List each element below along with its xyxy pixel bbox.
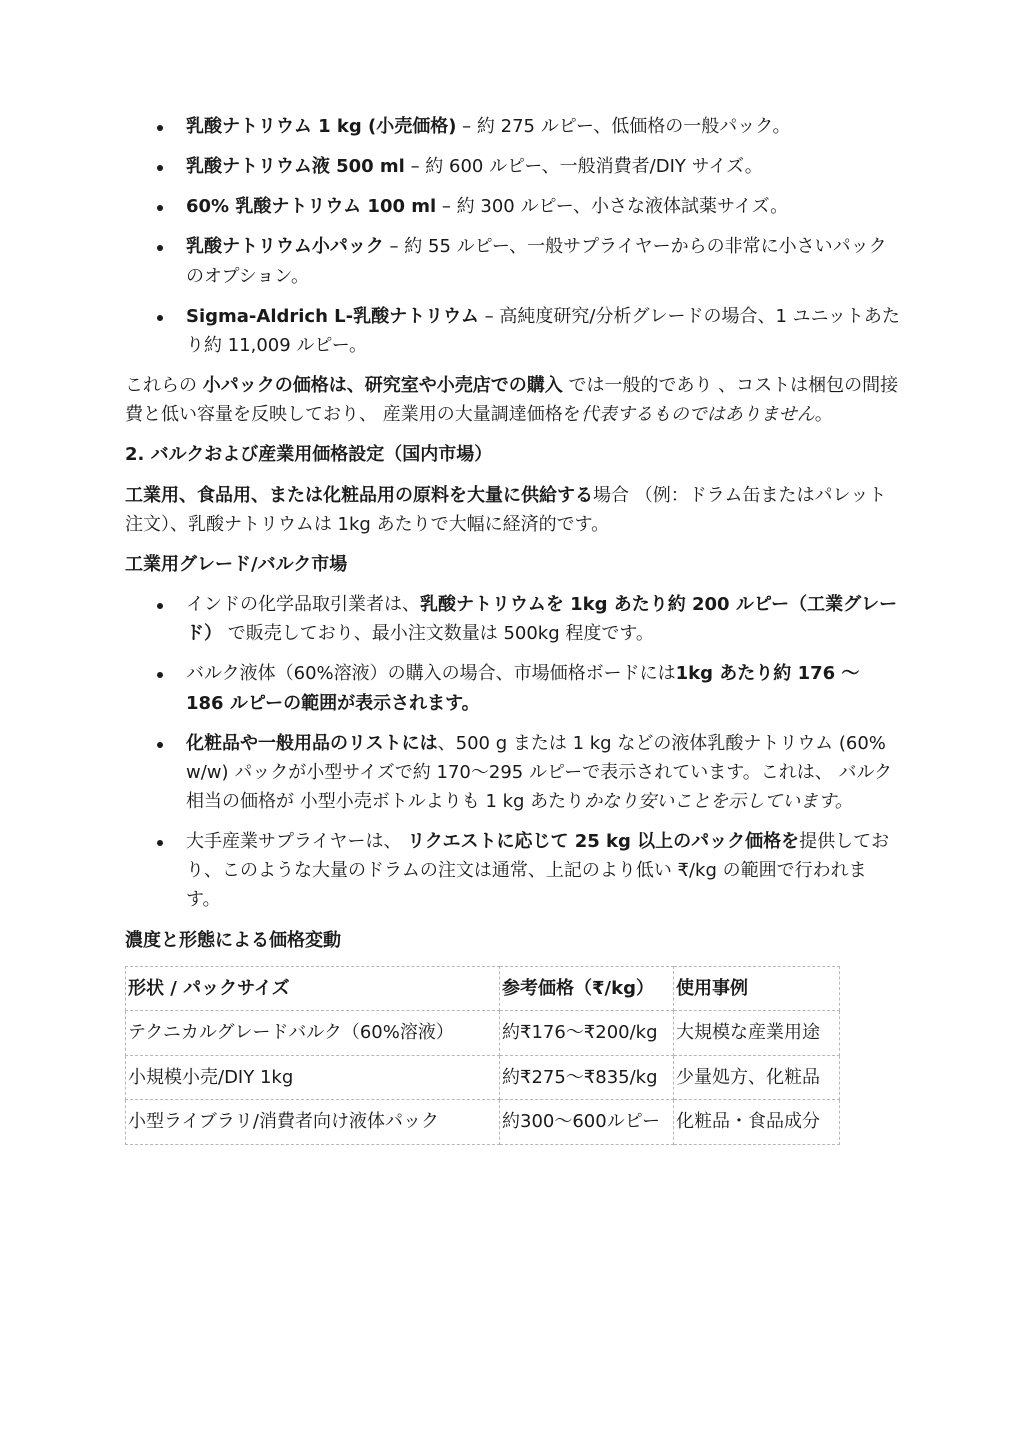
section-heading: 2. バルクおよび産業用価格設定（国内市場） bbox=[125, 444, 493, 466]
bold-run: 化粧品や一般用品のリストには bbox=[186, 732, 438, 754]
list-item bbox=[125, 590, 900, 648]
list-item bbox=[125, 152, 900, 181]
item-title: 乳酸ナトリウム小パック bbox=[186, 236, 384, 258]
table-row bbox=[126, 1100, 840, 1145]
italic-run: 代表するものではありません bbox=[580, 404, 815, 426]
bulk-intro-paragraph bbox=[125, 481, 900, 539]
table-header-row bbox=[126, 966, 840, 1011]
text-run: 提供しており、このような大量のドラムの注文は通常、上記のより低い ₹/kg の範囲で行われます。 bbox=[186, 831, 890, 911]
table-row bbox=[126, 1055, 840, 1100]
table-cell: 小規模小売/DIY 1kg bbox=[126, 1055, 500, 1100]
item-title: Sigma-Aldrich L-乳酸ナトリウム bbox=[186, 305, 479, 327]
document-page bbox=[125, 112, 900, 1145]
table-cell: 約₹275〜₹835/kg bbox=[500, 1055, 674, 1100]
retail-price-list bbox=[125, 112, 900, 360]
text-run: 、500 g または 1 kg などの液体乳酸ナトリウム (60% w/w) パックが小型サイズで約 170〜295 ルピーで表示されています。これは、 バルク相当の価格が 小型小売ボトルよりも 1 kg あたり bbox=[186, 732, 893, 812]
table-row bbox=[126, 1011, 840, 1056]
table-heading: 濃度と形態による価格変動 bbox=[125, 929, 341, 951]
table-cell: 少量処方、化粧品 bbox=[674, 1055, 840, 1100]
text-run: これらの bbox=[125, 375, 203, 397]
bulk-market-list bbox=[125, 590, 900, 915]
table-cell: テクニカルグレードバルク（60%溶液） bbox=[126, 1011, 500, 1056]
bold-run: 乳酸ナトリウムを 1kg あたり約 200 ルピー（工業グレード） bbox=[186, 594, 898, 645]
item-title: 60% 乳酸ナトリウム 100 ml bbox=[186, 196, 437, 218]
list-item bbox=[125, 232, 900, 290]
table-cell: 約300〜600ルピー bbox=[500, 1100, 674, 1145]
list-item bbox=[125, 827, 900, 914]
price-variation-table bbox=[125, 966, 840, 1145]
list-item bbox=[125, 729, 900, 816]
item-text: – 高純度研究/分析グレードの場合、1 ユニットあたり約 11,009 ルピー。 bbox=[186, 305, 900, 356]
list-item bbox=[125, 659, 900, 717]
table-header-cell: 使用事例 bbox=[674, 966, 840, 1011]
item-text: – 約 300 ルピー、小さな液体試薬サイズ。 bbox=[436, 196, 789, 218]
table-cell: 小型ライブラリ/消費者向け液体パック bbox=[126, 1100, 500, 1145]
table-cell: 約₹176〜₹200/kg bbox=[500, 1011, 674, 1056]
table-cell: 化粧品・食品成分 bbox=[674, 1100, 840, 1145]
item-text: – 約 600 ルピー、一般消費者/DIY サイズ。 bbox=[404, 156, 763, 178]
table-header-cell: 形状 / パックサイズ bbox=[126, 966, 500, 1011]
text-run: バルク液体（60%溶液）の購入の場合、市場価格ボードには bbox=[186, 663, 676, 685]
list-item bbox=[125, 112, 900, 141]
bold-run: 1kg あたり約 176 〜 186 ルピーの範囲が表示されます。 bbox=[186, 663, 860, 714]
text-run: 場合 （例：ドラム缶またはパレット注文）、乳酸ナトリウムは 1kg あたりで大幅に経済的です。 bbox=[125, 484, 887, 535]
text-run: で販売しており、最小注文数量は 500kg 程度です。 bbox=[222, 623, 654, 645]
item-title: 乳酸ナトリウム液 500 ml bbox=[186, 156, 405, 178]
retail-note-paragraph bbox=[125, 371, 900, 429]
list-item bbox=[125, 302, 900, 360]
table-header-cell: 参考価格（₹/kg） bbox=[500, 966, 674, 1011]
text-run: 大手産業サプライヤーは、 bbox=[186, 831, 408, 853]
item-text: – 約 55 ルピー、一般サプライヤーからの非常に小さいパックのオプション。 bbox=[186, 236, 887, 287]
text-run: 。 bbox=[814, 404, 833, 426]
table-cell: 大規模な産業用途 bbox=[674, 1011, 840, 1056]
subsection-heading: 工業用グレード/バルク市場 bbox=[125, 553, 348, 575]
list-item bbox=[125, 192, 900, 221]
text-run: では一般的であり 、コストは梱包の間接費と低い容量を反映しており、 産業用の大量調達価格を bbox=[125, 375, 899, 426]
item-title: 乳酸ナトリウム 1 kg (小売価格) bbox=[186, 116, 457, 137]
bold-run: 小パックの価格は、研究室や小売店での購入 bbox=[202, 375, 563, 397]
bold-run: 工業用、食品用、または化粧品用の原料を大量に供給する bbox=[125, 484, 593, 506]
text-run: インドの化学品取引業者は、 bbox=[186, 594, 420, 616]
italic-run: かなり安いことを示しています。 bbox=[584, 790, 853, 812]
bold-run: リクエストに応じて 25 kg 以上のパック価格を bbox=[407, 831, 800, 853]
item-text: – 約 275 ルピー、低価格の一般パック。 bbox=[456, 116, 791, 137]
